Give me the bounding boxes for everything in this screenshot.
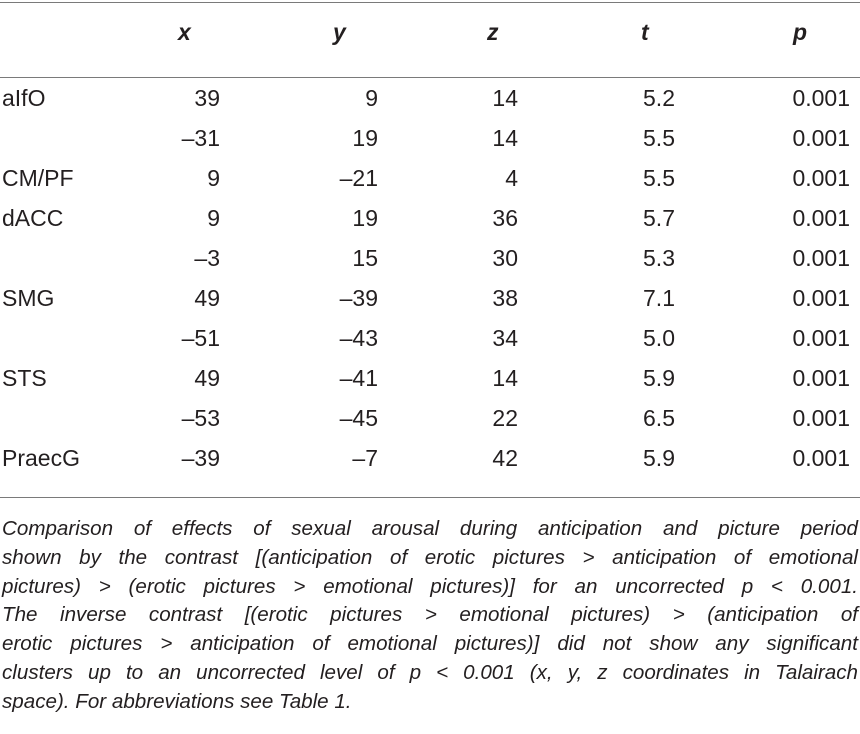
table-caption: [2, 515, 858, 717]
table-row: [0, 358, 860, 398]
caption-line: Comparison of effects of sexual arousal during anticipation and picture period: [2, 517, 858, 540]
cell-z: 38: [492, 285, 518, 311]
bottom-rule: [0, 497, 860, 498]
cell-x: –53: [181, 405, 220, 431]
cell-t: 7.1: [643, 285, 675, 311]
cell-p: 0.001: [792, 445, 850, 471]
cell-x: –3: [194, 245, 220, 271]
cell-x: 39: [194, 85, 220, 111]
column-header-y: y: [333, 19, 346, 45]
cell-z: 42: [492, 445, 518, 471]
table-row: [0, 278, 860, 318]
table-row: [0, 78, 860, 118]
cell-z: 14: [492, 365, 518, 391]
cell-y: 19: [352, 205, 378, 231]
cell-t: 5.3: [643, 245, 675, 271]
region-label: aIfO: [2, 85, 46, 111]
cell-p: 0.001: [792, 325, 850, 351]
cell-x: 49: [194, 365, 220, 391]
caption-line: pictures) > (erotic pictures > emotional pictures)] for an uncorrected p < 0.001.: [2, 574, 858, 598]
cell-p: 0.001: [792, 165, 850, 191]
cell-t: 5.7: [643, 205, 675, 231]
cell-t: 5.2: [643, 85, 675, 111]
table-body: [0, 78, 860, 478]
cell-x: –39: [181, 445, 220, 471]
top-rule: [0, 2, 860, 3]
cell-p: 0.001: [792, 405, 850, 431]
table-row: [0, 238, 860, 278]
cell-x: –51: [181, 325, 220, 351]
cell-z: 14: [492, 85, 518, 111]
cell-p: 0.001: [792, 285, 850, 311]
column-header-z: z: [487, 19, 499, 45]
caption-line: clusters up to an uncorrected level of p < 0.001 (x, y, z coordinates in Talairach: [2, 660, 858, 684]
cell-y: –41: [339, 365, 378, 391]
region-label: STS: [2, 365, 47, 391]
region-label: dACC: [2, 205, 64, 231]
results-table: [0, 78, 860, 478]
cell-z: 34: [492, 325, 518, 351]
region-label: [0, 318, 102, 358]
column-header-p: p: [793, 19, 808, 45]
cell-x: 9: [207, 205, 220, 231]
cell-p: 0.001: [792, 205, 850, 231]
caption-line: space). For abbreviations see Table 1.: [2, 689, 352, 713]
region-label: PraecG: [2, 445, 80, 471]
cell-p: 0.001: [792, 125, 850, 151]
cell-p: 0.001: [792, 85, 850, 111]
column-header-x: x: [178, 19, 191, 45]
cell-z: 30: [492, 245, 518, 271]
table-row: [0, 198, 860, 238]
cell-t: 5.5: [643, 125, 675, 151]
region-label: [0, 118, 102, 158]
region-label: CM/PF: [2, 165, 74, 191]
cell-z: 4: [505, 165, 518, 191]
cell-p: 0.001: [792, 245, 850, 271]
caption-line: The inverse contrast [(erotic pictures > emotional pictures) > (anticipation of: [2, 603, 858, 627]
cell-p: 0.001: [792, 365, 850, 391]
cell-y: 19: [352, 125, 378, 151]
cell-x: –31: [181, 125, 220, 151]
table-row: [0, 318, 860, 358]
region-label: [0, 398, 102, 438]
cell-y: 9: [365, 85, 378, 111]
region-label: SMG: [2, 285, 55, 311]
region-label: [0, 238, 102, 278]
cell-t: 5.9: [643, 445, 675, 471]
cell-z: 22: [492, 405, 518, 431]
cell-x: 9: [207, 165, 220, 191]
cell-y: –39: [339, 285, 378, 311]
caption-line: erotic pictures > anticipation of emotional pictures)] did not show any significant: [2, 632, 858, 656]
cell-t: 5.9: [643, 365, 675, 391]
cell-y: –43: [339, 325, 378, 351]
cell-t: 6.5: [643, 405, 675, 431]
cell-x: 49: [194, 285, 220, 311]
cell-y: –7: [352, 445, 378, 471]
caption-line: shown by the contrast [(anticipation of erotic pictures > anticipation of emotional: [2, 545, 858, 569]
table-row: [0, 438, 860, 478]
cell-t: 5.0: [643, 325, 675, 351]
cell-y: 15: [352, 245, 378, 271]
table-row: [0, 398, 860, 438]
column-header-t: t: [641, 19, 649, 45]
cell-t: 5.5: [643, 165, 675, 191]
table-row: [0, 158, 860, 198]
cell-y: –21: [339, 165, 378, 191]
cell-y: –45: [339, 405, 378, 431]
cell-z: 36: [492, 205, 518, 231]
cell-z: 14: [492, 125, 518, 151]
table-row: [0, 118, 860, 158]
